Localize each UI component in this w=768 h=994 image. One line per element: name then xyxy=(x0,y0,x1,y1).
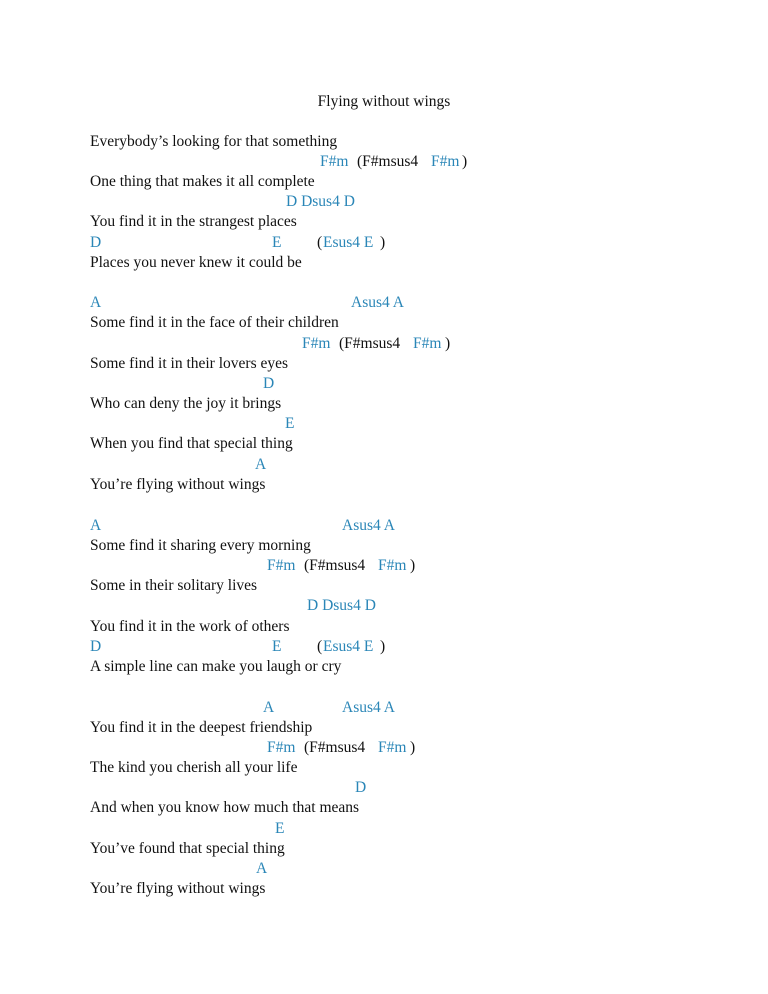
chord: Esus4 E xyxy=(323,638,374,655)
chord: D Dsus4 D xyxy=(286,193,355,210)
chord-line xyxy=(90,516,730,536)
lyric-line xyxy=(90,253,730,273)
chord-paren: ) xyxy=(380,234,386,251)
chord: F#m xyxy=(413,335,442,352)
lyric-text: Some find it in their lovers eyes xyxy=(90,355,289,372)
chord: D xyxy=(355,779,367,796)
chord: E xyxy=(272,638,282,655)
lyric-text: You find it in the strangest places xyxy=(90,213,297,230)
chord: E xyxy=(275,820,285,837)
chord-paren: ) xyxy=(445,335,451,352)
lyric-text: You find it in the deepest friendship xyxy=(90,719,313,736)
lyric-text: Some in their solitary lives xyxy=(90,577,258,594)
chord: A xyxy=(256,860,268,877)
lyric-line xyxy=(90,172,730,192)
lyric-line xyxy=(90,313,730,333)
lyric-line xyxy=(90,212,730,232)
lyric-line xyxy=(90,839,730,859)
chord-paren: ( xyxy=(317,638,323,655)
lyric-text: Some find it in the face of their children xyxy=(90,314,339,331)
chord-paren: (F#msus4 xyxy=(304,557,366,574)
chord-paren: ) xyxy=(410,739,416,756)
lyric-line xyxy=(90,475,730,495)
chord-line xyxy=(90,698,730,718)
lyric-line xyxy=(90,798,730,818)
chord: Asus4 A xyxy=(342,517,395,534)
chord-line xyxy=(90,637,730,657)
chord: D xyxy=(90,638,102,655)
chord-paren: ) xyxy=(380,638,386,655)
chord: A xyxy=(90,294,102,311)
lyric-text: Everybody’s looking for that something xyxy=(90,133,338,150)
chord-line xyxy=(90,819,730,839)
chord: F#m xyxy=(267,557,296,574)
lyric-text: And when you know how much that means xyxy=(90,799,360,816)
chord: Asus4 A xyxy=(342,699,395,716)
lyric-line xyxy=(90,394,730,414)
chord: A xyxy=(90,517,102,534)
chord: F#m xyxy=(431,153,460,170)
lyric-text: Some find it sharing every morning xyxy=(90,537,311,554)
chord-line xyxy=(90,556,730,576)
chord-paren: ) xyxy=(410,557,416,574)
chord: Asus4 A xyxy=(351,294,404,311)
chord-line xyxy=(90,334,730,354)
lyric-text: Who can deny the joy it brings xyxy=(90,395,282,412)
lyric-text: You’re flying without wings xyxy=(90,880,266,897)
chord-paren: ) xyxy=(462,153,468,170)
chord-line xyxy=(90,293,730,313)
chord-line xyxy=(90,455,730,475)
chord: E xyxy=(272,234,282,251)
chord-line xyxy=(90,233,730,253)
lyric-text: Places you never knew it could be xyxy=(90,254,302,271)
chord-line xyxy=(90,596,730,616)
chord-line xyxy=(90,152,730,172)
chord-paren: (F#msus4 xyxy=(339,335,401,352)
lyric-line xyxy=(90,132,730,152)
lyric-text: When you find that special thing xyxy=(90,435,293,452)
chord-line xyxy=(90,859,730,879)
chord: D Dsus4 D xyxy=(307,597,376,614)
lyric-line xyxy=(90,879,730,899)
chord: D xyxy=(90,234,102,251)
chord-line xyxy=(90,414,730,434)
lyric-line xyxy=(90,536,730,556)
lyric-line xyxy=(90,434,730,454)
chord: F#m xyxy=(378,739,407,756)
chord-line xyxy=(90,738,730,758)
lyric-text: You find it in the work of others xyxy=(90,618,290,635)
lyric-line xyxy=(90,617,730,637)
lyric-text: You’ve found that special thing xyxy=(90,840,285,857)
chord: E xyxy=(285,415,295,432)
lyric-line xyxy=(90,354,730,374)
chord: F#m xyxy=(302,335,331,352)
chord-paren: ( xyxy=(317,234,323,251)
chord-paren: (F#msus4 xyxy=(357,153,419,170)
lyric-line xyxy=(90,718,730,738)
chord-line xyxy=(90,374,730,394)
song-title: Flying without wings xyxy=(317,93,451,110)
lyric-text: One thing that makes it all complete xyxy=(90,173,315,190)
chord: F#m xyxy=(320,153,349,170)
chord-paren: (F#msus4 xyxy=(304,739,366,756)
lyric-text: You’re flying without wings xyxy=(90,476,266,493)
lyric-text: A simple line can make you laugh or cry xyxy=(90,658,342,675)
chord: F#m xyxy=(378,557,407,574)
chord: D xyxy=(263,375,275,392)
chord-line xyxy=(90,778,730,798)
chord: F#m xyxy=(267,739,296,756)
lyric-text: The kind you cherish all your life xyxy=(90,759,298,776)
lyric-line xyxy=(90,657,730,677)
lyric-line xyxy=(90,576,730,596)
chord: A xyxy=(255,456,267,473)
chord: Esus4 E xyxy=(323,234,374,251)
chord: A xyxy=(263,699,275,716)
chord-line xyxy=(90,192,730,212)
lyric-line xyxy=(90,758,730,778)
